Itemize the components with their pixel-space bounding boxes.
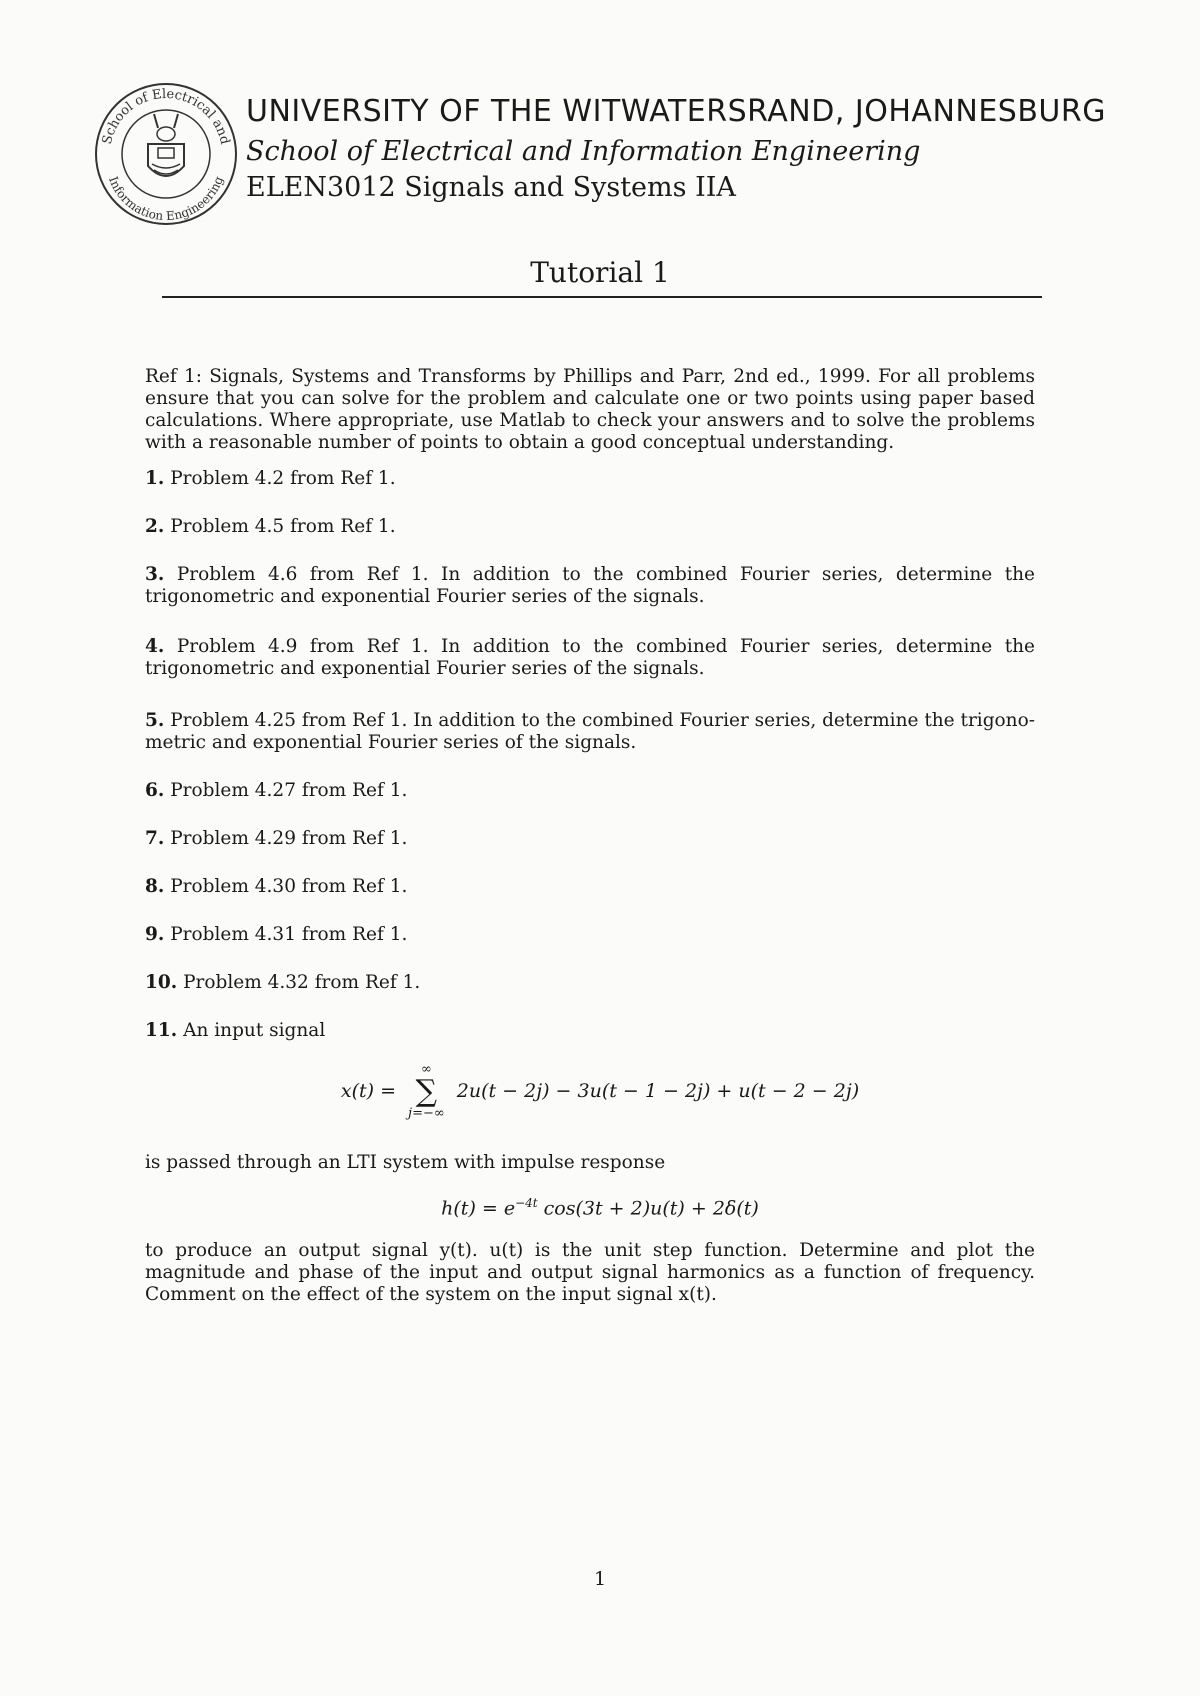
- impulse-response-equation: [0, 1196, 1200, 1219]
- problem-text: Problem 4.6 from Ref 1. In addition to the combined Fourier series, determine the trigonometric and exponential Fourier series of the signals.: [145, 564, 1035, 607]
- problem-text: Problem 4.5 from Ref 1.: [170, 516, 396, 537]
- problem-item: [145, 636, 1035, 680]
- problem-number: 7.: [145, 828, 165, 849]
- problem-number: 9.: [145, 924, 165, 945]
- problem-text: Problem 4.31 from Ref 1.: [170, 924, 408, 945]
- title-divider: [162, 296, 1042, 298]
- problem-item: [145, 924, 1035, 946]
- problem-text: Problem 4.2 from Ref 1.: [170, 468, 396, 489]
- problem-text: Problem 4.29 from Ref 1.: [170, 828, 408, 849]
- problem-number: 10.: [145, 972, 178, 993]
- intro-paragraph: Ref 1: Signals, Systems and Transforms by Phillips and Parr, 2nd ed., 1999. For all problems ensure that you can solve for the problem and calculate one or two points using paper based calculations. Where appropriate, use Matlab to check your answers and to solve the problems with a reasonable number of points to obtain a good conceptual understanding.: [145, 366, 1035, 453]
- problem-number: 2.: [145, 516, 165, 537]
- problem-item: [145, 1020, 1035, 1042]
- impulse-response-lhs: h(t) = e: [441, 1197, 516, 1220]
- problem-item: [145, 710, 1035, 754]
- page-number: 1: [593, 1568, 607, 1590]
- problem-item: [145, 564, 1035, 608]
- problem-number: 3.: [145, 564, 165, 585]
- sum-lower-limit: j=−∞: [408, 1106, 445, 1121]
- sum-upper-limit: ∞: [420, 1062, 432, 1077]
- problem-text: An input signal: [183, 1020, 326, 1041]
- problem-item: [145, 516, 1035, 538]
- problem-11-continuation: is passed through an LTI system with impulse response: [145, 1152, 666, 1173]
- problem-text: Problem 4.32 from Ref 1.: [183, 972, 421, 993]
- problem-11-conclusion: to produce an output signal y(t). u(t) is the unit step function. Determine and plot the magnitude and phase of the input and output signal harmonics as a function of frequency. Comment on the effect of the system on the input signal x(t).: [145, 1240, 1035, 1305]
- problem-text: Problem 4.30 from Ref 1.: [170, 876, 408, 897]
- svg-text:Information Engineering: Information Engineering: [106, 174, 227, 224]
- input-signal-equation: [0, 1062, 1200, 1122]
- problem-text: Problem 4.25 from Ref 1. In addition to the combined Fourier series, determine the trigono-metric and exponential Fourier series of the signals.: [145, 710, 1035, 753]
- summation-symbol: ∞ ∑ j=−∞: [408, 1062, 445, 1121]
- school-name: School of Electrical and Information Engineering: [246, 136, 921, 167]
- problem-text: Problem 4.27 from Ref 1.: [170, 780, 408, 801]
- problem-item: [145, 468, 1035, 490]
- problem-text: Problem 4.9 from Ref 1. In addition to the combined Fourier series, determine the trigonometric and exponential Fourier series of the signals.: [145, 636, 1035, 679]
- problem-number: 11.: [145, 1020, 178, 1041]
- svg-text:School of Electrical and: School of Electrical and: [99, 86, 233, 146]
- course-title: ELEN3012 Signals and Systems IIA: [246, 172, 736, 203]
- problem-number: 8.: [145, 876, 165, 897]
- problem-item: [145, 828, 1035, 850]
- page-title: Tutorial 1: [530, 256, 670, 289]
- problem-number: 5.: [145, 710, 165, 731]
- university-name: UNIVERSITY OF THE WITWATERSRAND, JOHANNESBURG: [246, 94, 1106, 129]
- problem-item: [145, 780, 1035, 802]
- problem-number: 4.: [145, 636, 165, 657]
- problem-number: 6.: [145, 780, 165, 801]
- problem-number: 1.: [145, 468, 165, 489]
- equation-lhs: x(t) =: [340, 1080, 396, 1102]
- impulse-response-exponent: −4t: [515, 1196, 538, 1210]
- impulse-response-rhs: cos(3t + 2)u(t) + 2δ(t): [537, 1197, 759, 1220]
- problem-item: [145, 876, 1035, 898]
- problem-item: [145, 972, 1035, 994]
- equation-rhs: 2u(t − 2j) − 3u(t − 1 − 2j) + u(t − 2 − 2j): [456, 1080, 860, 1102]
- university-logo-icon: [92, 80, 240, 228]
